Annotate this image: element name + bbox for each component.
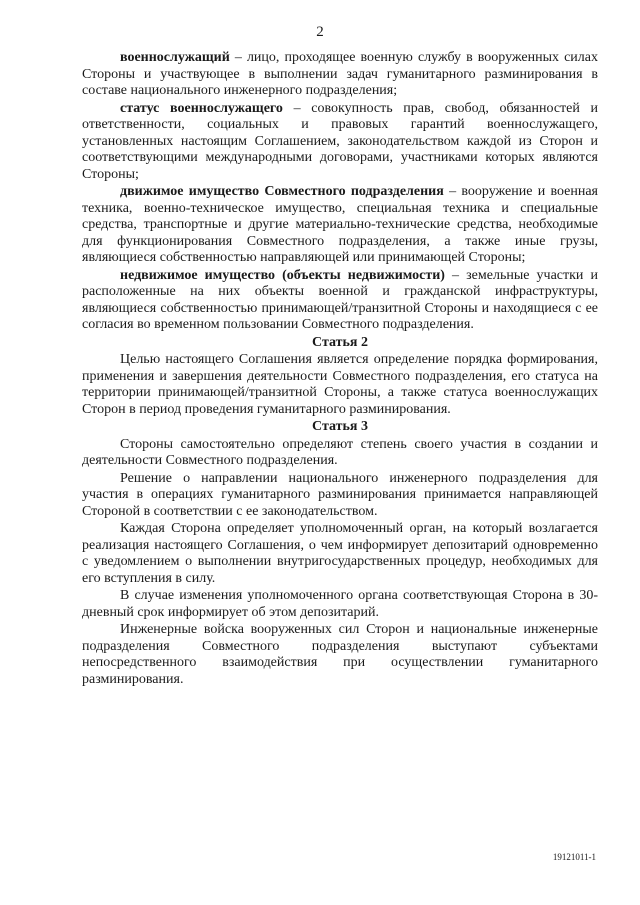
definition-text: – земельные участки и расположенные на них объекты военной и гражданской инфраструктуры, являющиеся собственностью принимающей/транзитной Стороны и находящиеся с ее согласия во временном пользовании Совместного подразделения. [82,267,598,332]
definition-text: – вооружение и военная техника, военно-техническое имущество, специальная техника и специальные средства, транспортные и другие материально-технические средства, необходимые для функционирования Совместного подразделения, а также иные грузы, являющиеся собственностью направляющей или принимающей Стороны; [82,184,599,265]
article-2-paragraph: Целью настоящего Соглашения является определение порядка формирования, применения и завершения деятельности Совместного подразделения, его статуса на территории принимающей/транзитной Стороны, а также статуса военнослужащих Сторон в период проведения гуманитарного разминирования. [82,352,598,417]
definition-text: – лицо, проходящее военную службу в вооруженных силах Стороны и участвующее в выполнении задач гуманитарного разминирования в составе национального инженерного подразделения; [82,50,598,98]
definition-term: военнослужащий [120,50,230,65]
article-3-paragraph: Каждая Сторона определяет уполномоченный орган, на который возлагается реализация настоящего Соглашения, о чем информирует депозитарий одновременно с уведомлением о выполнении внутригосударственных процедур, необходимых для его вступления в силу. [82,521,598,586]
definition-term: недвижимое имущество (объекты недвижимости) [120,267,445,283]
definition-term: статус военнослужащего [120,100,283,116]
definition-paragraph [82,50,598,100]
definition-paragraph [82,268,598,334]
article-3-paragraph: Стороны самостоятельно определяют степень своего участия в создании и деятельности Совместного подразделения. [82,436,598,468]
article-3-heading: Статья 3 [312,419,368,434]
page-number: 2 [316,24,324,40]
definition-text: – совокупность прав, свобод, обязанностей и ответственности, социальных и правовых гарантий военнослужащего, установленных настоящим Соглашением, законодательством каждой из Сторон и соответствующими международными договорами, участниками которых являются Стороны; [82,100,599,182]
definition-paragraph [82,184,598,267]
article-2-heading: Статья 2 [312,334,368,350]
definition-term: движимое имущество Совместного подразделения [120,184,444,199]
article-3-paragraph: Инженерные войска вооруженных сил Сторон и национальные инженерные подразделения Совместного подразделения выступают субъектами непосредственного взаимодействия при осуществлении гуманитарного разминирования. [82,622,598,687]
definition-paragraph [82,101,598,184]
article-3-paragraph: Решение о направлении национального инженерного подразделения для участия в операциях гуманитарного разминирования принимается направляющей Стороной в соответствии с ее законодательством. [82,470,598,519]
document-code: 19121011-1 [552,852,596,862]
article-3-paragraph: В случае изменения уполномоченного органа соответствующая Сторона в 30-дневный срок информирует об этом депозитарий. [82,588,598,620]
document-body [82,50,598,688]
